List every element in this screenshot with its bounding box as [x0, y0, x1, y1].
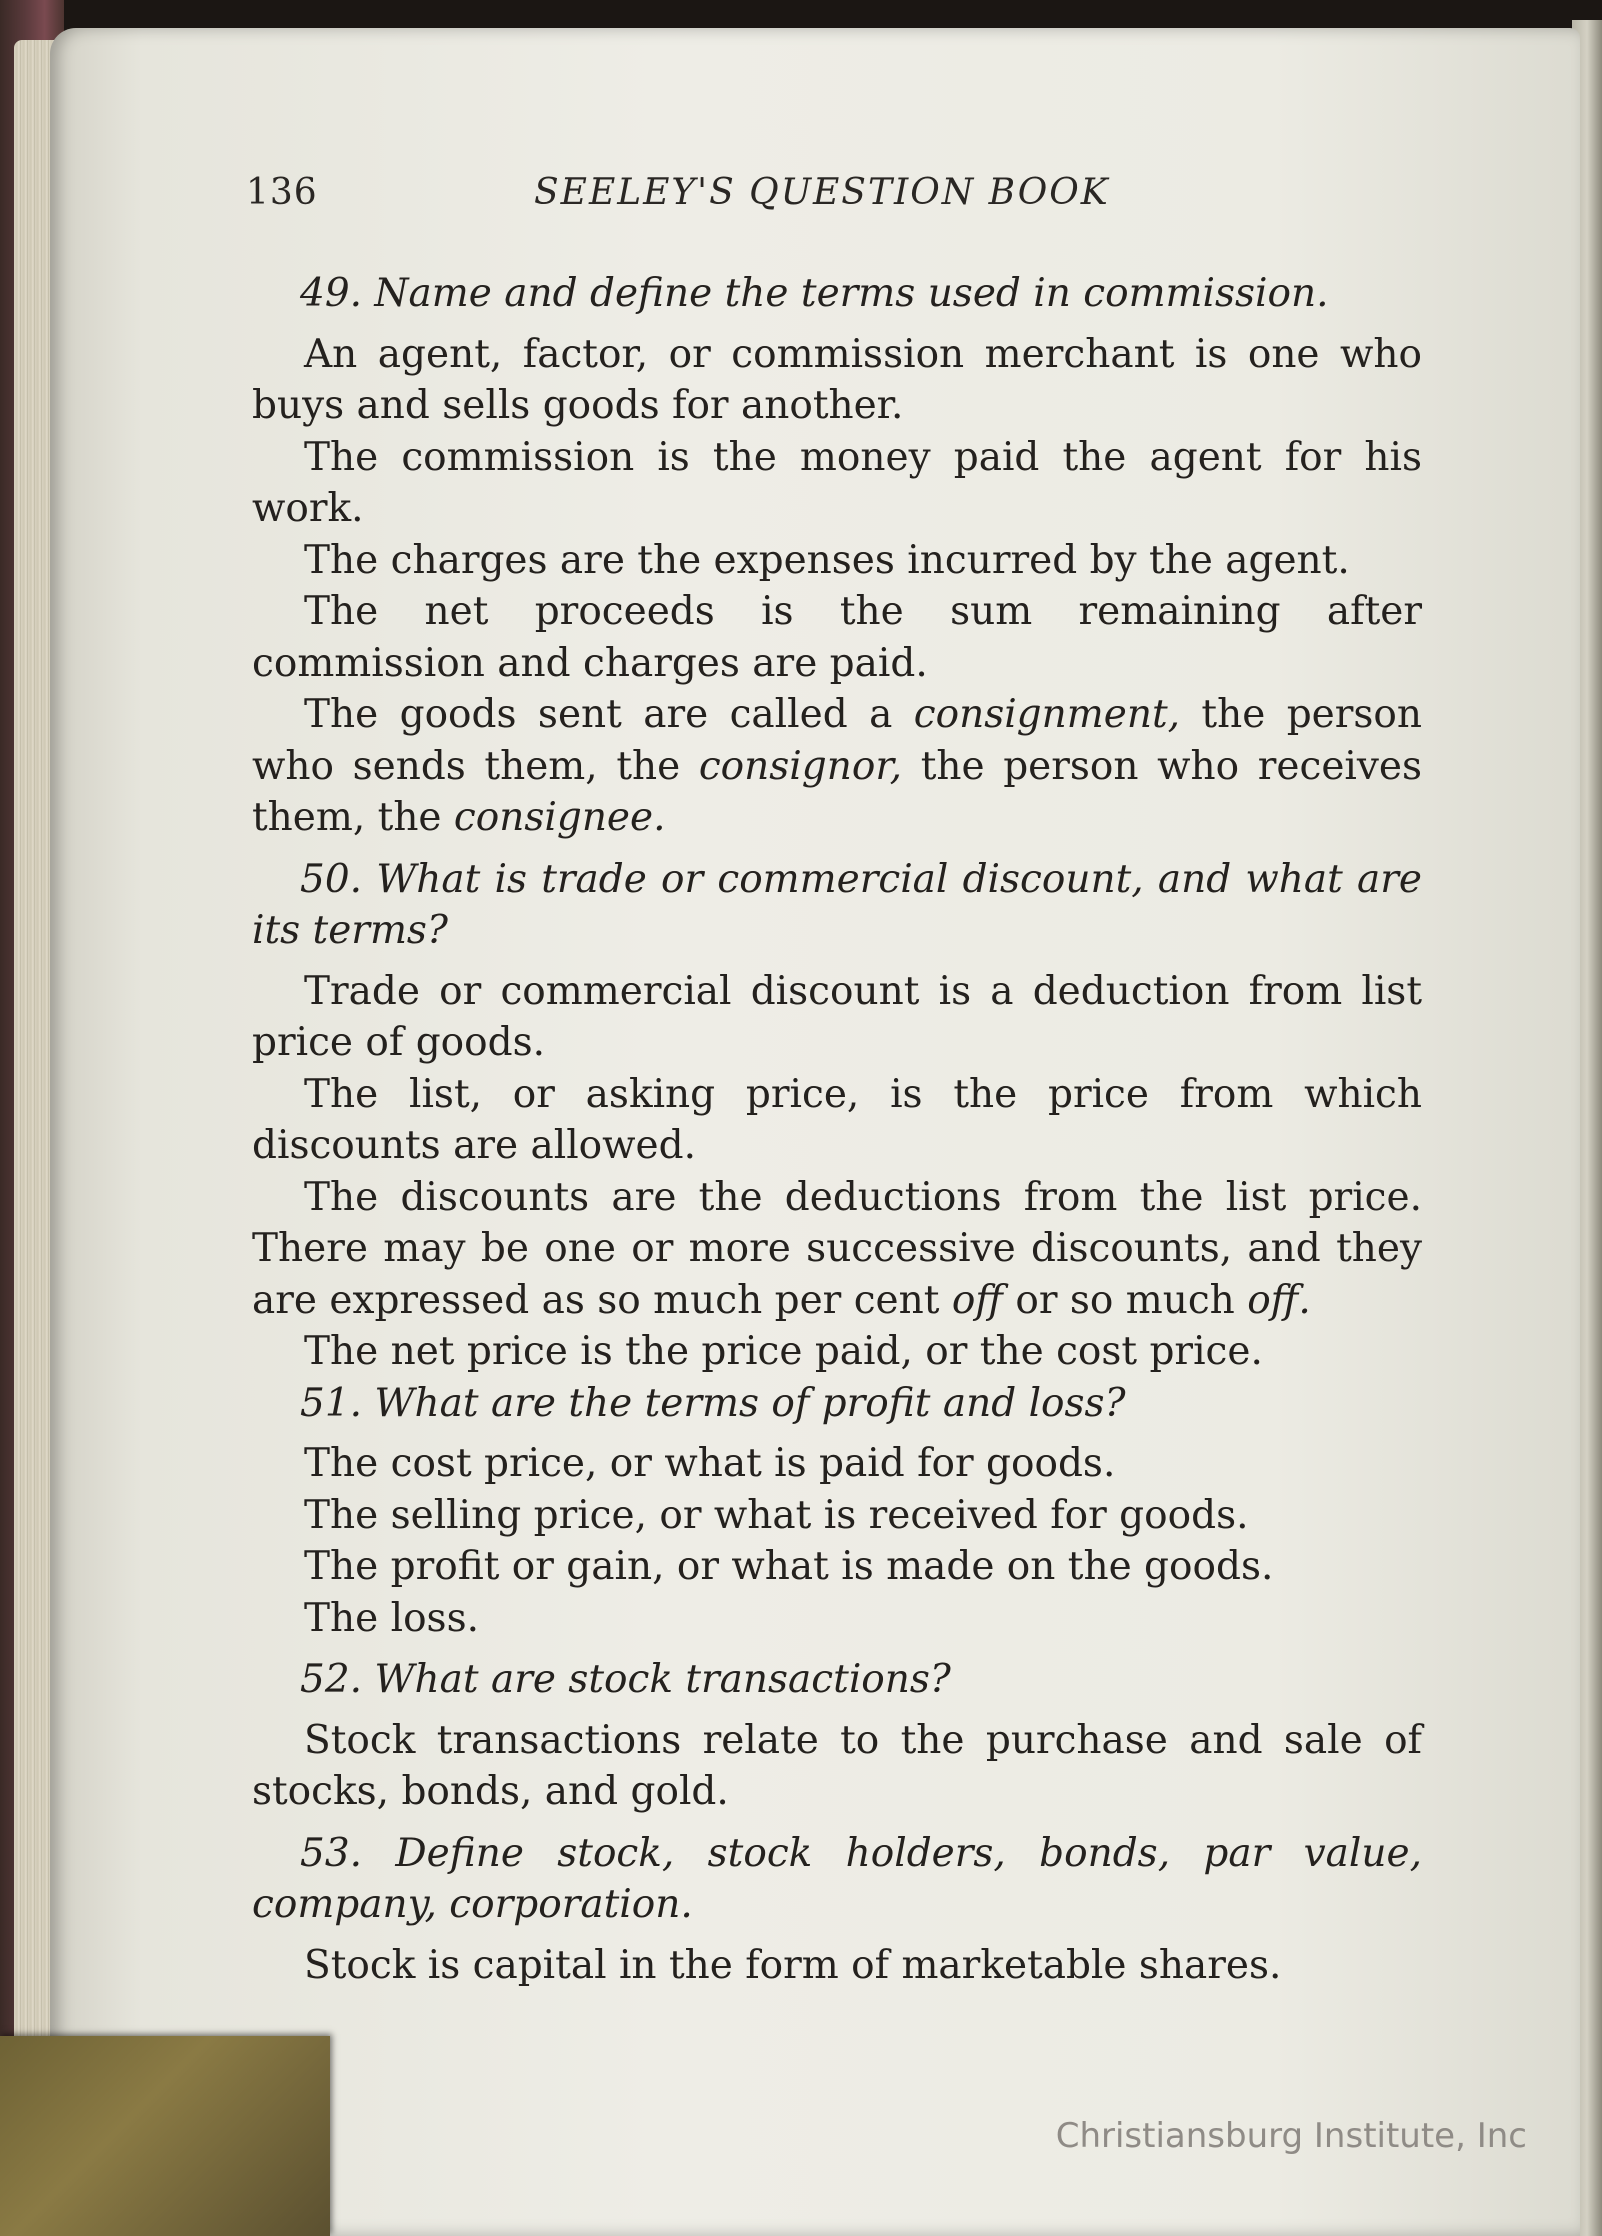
watermark: Christiansburg Institute, Inc [1055, 2116, 1527, 2156]
question-50: 50. What is trade or commercial discount, and what are its terms? [252, 856, 1422, 953]
bookmark-tab [0, 2036, 330, 2236]
term-off: off. [1247, 1277, 1311, 1323]
answer-51-paragraph: The cost price, or what is paid for goods. [304, 1441, 1116, 1486]
answer-49-paragraph: The charges are the expenses incurred by the agent. [304, 537, 1350, 583]
answer-49-paragraph: The commission is the money paid the agent for his work. [252, 434, 1422, 531]
running-title: SEELEY'S QUESTION BOOK [534, 172, 1110, 213]
term-consignee: consignee. [453, 795, 666, 840]
answer-53-paragraph: Stock is capital in the form of marketable shares. [304, 1942, 1282, 1988]
answer-50-paragraph: The net price is the price paid, or the cost price. [304, 1329, 1263, 1374]
answer-51-paragraph: The profit or gain, or what is made on the goods. [304, 1544, 1274, 1589]
question-52: 52. What are stock transactions? [300, 1657, 951, 1702]
answer-50-paragraph: The discounts are the deductions from the list price. There may be one or more successive discounts, and they are expressed as so much per cent off or so much off. [252, 1174, 1422, 1323]
answer-50-paragraph: Trade or commercial discount is a deduction from list price of goods. [252, 968, 1422, 1065]
answer-49-paragraph: The goods sent are called a consignment, the person who sends them, the consignor, the person who receives them, the consignee. [252, 692, 1422, 840]
page-body [252, 268, 1422, 1991]
page-number: 136 [246, 172, 318, 213]
term-consignor: consignor, [698, 743, 903, 789]
answer-50-paragraph: The list, or asking price, is the price from which discounts are allowed. [252, 1071, 1422, 1168]
page-header [246, 172, 1146, 222]
term-consignment: consignment, [913, 692, 1181, 737]
answer-51-paragraph: The selling price, or what is received for goods. [304, 1492, 1249, 1538]
question-49: 49. Name and define the terms used in commission. [300, 271, 1329, 316]
answer-49-paragraph: The net proceeds is the sum remaining after commission and charges are paid. [252, 589, 1422, 686]
answer-52-paragraph: Stock transactions relate to the purchase and sale of stocks, bonds, and gold. [252, 1717, 1422, 1814]
question-51: 51. What are the terms of profit and loss? [300, 1380, 1126, 1426]
question-53: 53. Define stock, stock holders, bonds, par value, company, corporation. [252, 1830, 1422, 1927]
answer-51-paragraph: The loss. [304, 1595, 479, 1641]
term-off: off [951, 1277, 1003, 1323]
answer-49-paragraph: An agent, factor, or commission merchant is one who buys and sells goods for another. [252, 331, 1422, 428]
